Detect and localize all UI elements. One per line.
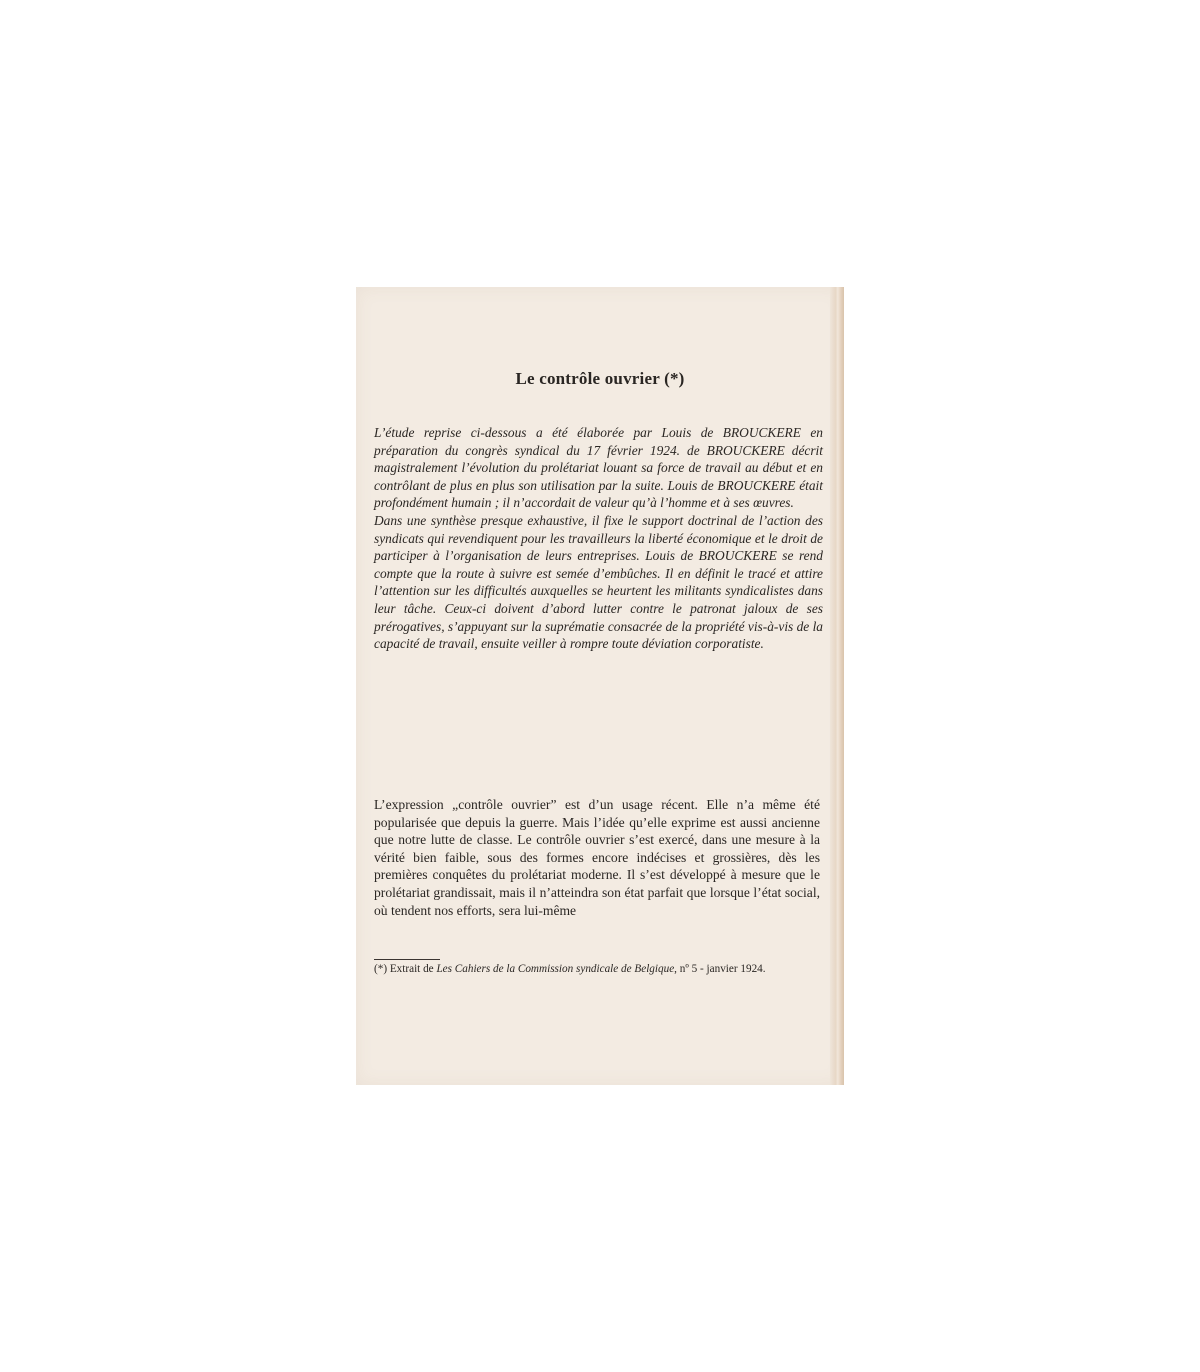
intro-block (374, 424, 823, 653)
footnote-divider (374, 959, 440, 960)
page-title: Le contrôle ouvrier (*) (515, 369, 685, 388)
footnote-source: Les Cahiers de la Commission syndicale de Belgique (436, 963, 675, 975)
book-page (356, 287, 844, 1085)
footnote-suffix: , nº 5 - janvier 1924. (674, 963, 766, 975)
intro-paragraph: Dans une synthèse presque exhaustive, il fixe le support doctrinal de l’action des syndicats qui revendiquent pour les travailleurs la liberté économique et le droit de participer à l’organisation de leurs entreprises. Louis de BROUCKERE se rend compte que la route à suivre est semée d’embûches. Il en définit le tracé et attire l’attention sur les difficultés auxquelles se heurtent les militants syndicalistes dans leur tâche. Ceux-ci doivent d’abord lutter contre le patronat jaloux de ses prérogatives, s’appuyant sur la suprématie consacrée de la propriété vis-à-vis de la capacité de travail, ensuite veiller à rompre toute déviation corporatiste. (374, 512, 823, 652)
footnote-prefix: (*) Extrait de (374, 963, 437, 975)
footnote (374, 964, 814, 976)
page-edge (830, 287, 844, 1085)
body-paragraph: L’expression „contrôle ouvrier” est d’un usage récent. Elle n’a même été popularisée que depuis la guerre. Mais l’idée qu’elle exprime est aussi ancienne que notre lutte de classe. Le contrôle ouvrier s’est exercé, dans une mesure à la vérité bien faible, sous des formes encore indécises et grossières, dès les premières conquêtes du prolétariat moderne. Il s’est développé à mesure que le prolétariat grandissait, mais il n’atteindra son état parfait que lorsque l’état social, où tendent nos efforts, sera lui-même (374, 797, 820, 918)
intro-paragraph: L’étude reprise ci-dessous a été élaborée par Louis de BROUCKERE en préparation du congrès syndical du 17 février 1924. de BROUCKERE décrit magistralement l’évolution du prolétariat louant sa force de travail au début et en contrôlant de plus en plus son utilisation par la suite. Louis de BROUCKERE était profondément humain ; il n’accordait de valeur qu’à l’homme et à ses œuvres. (374, 425, 823, 511)
